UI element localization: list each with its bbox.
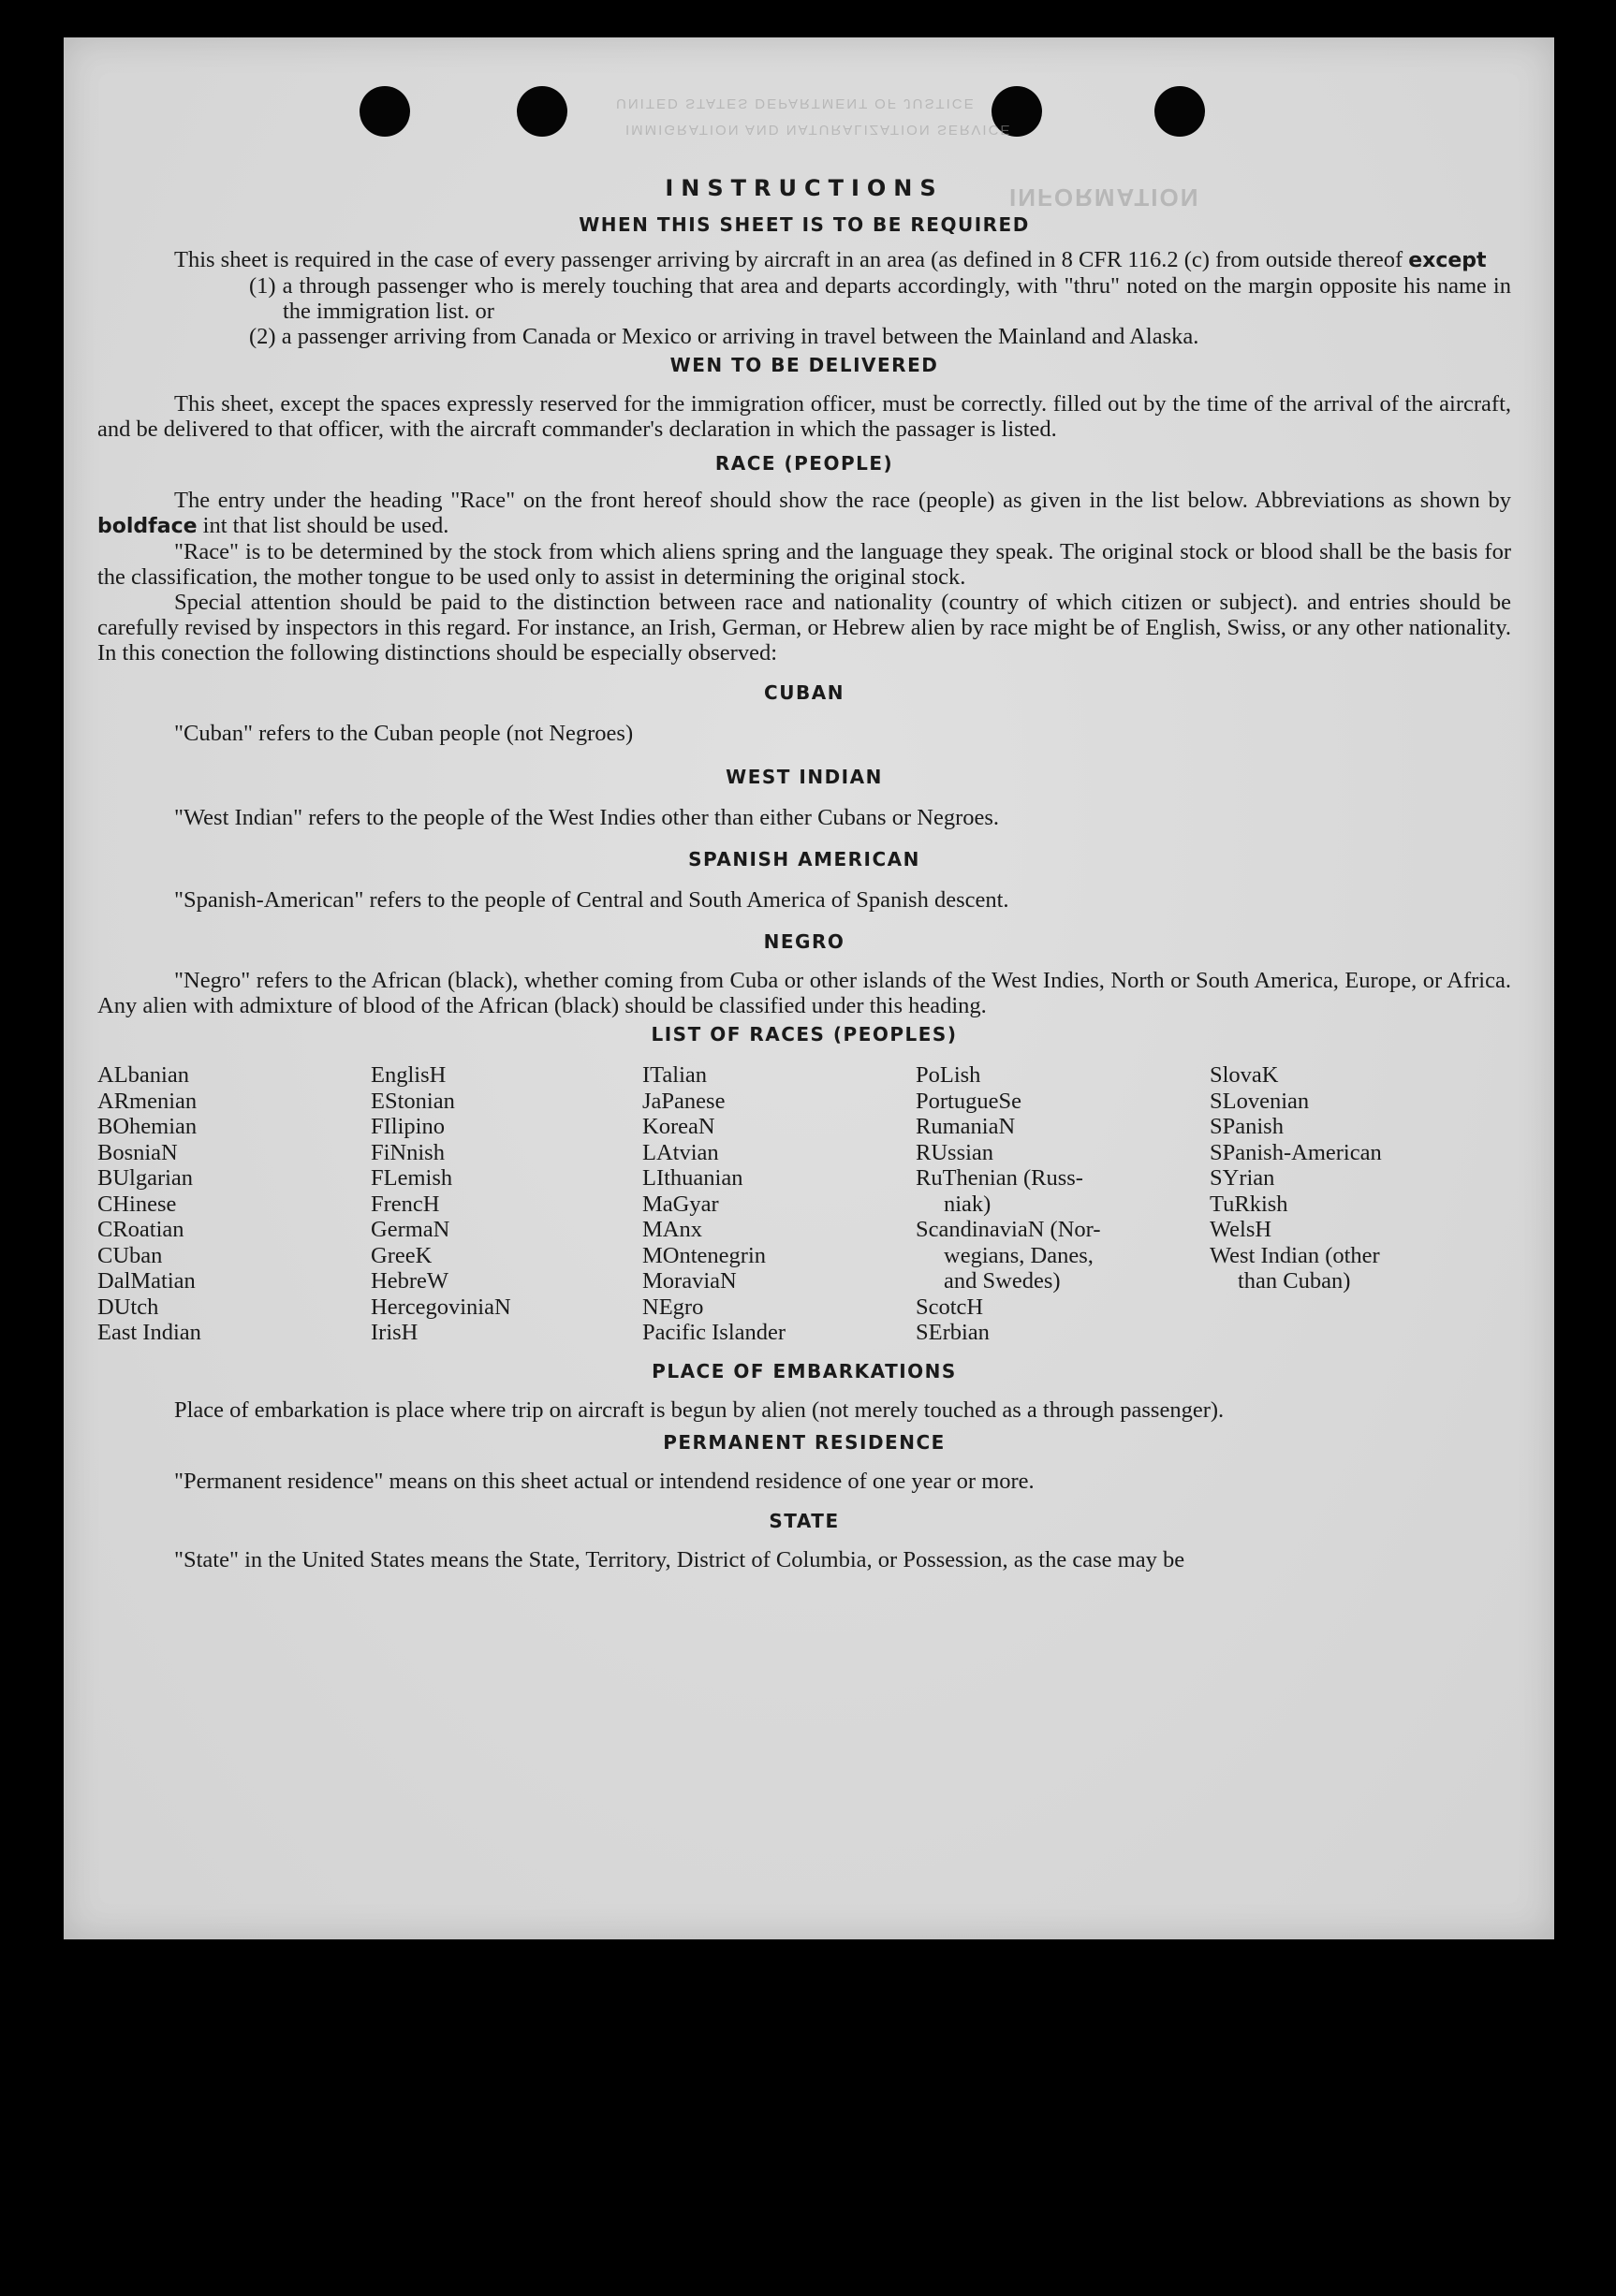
requirement-intro: This sheet is required in the case of every passenger arriving by aircraft in an area (as defined in 8 CFR 116.2 (c) from outside thereof except <box>174 247 1487 272</box>
section-heading: SPANISH AMERICAN <box>688 848 920 870</box>
race-list-item: JaPanese <box>642 1088 726 1114</box>
race-list-item: BOhemian <box>97 1114 198 1139</box>
races-column <box>97 1062 371 1346</box>
section-heading: RACE (PEOPLE) <box>714 452 894 475</box>
race-list-item: DUtch <box>97 1294 159 1320</box>
race-list-item: LIthuanian <box>642 1165 743 1191</box>
race-list-item: RuThenian (Russ- <box>916 1165 1083 1191</box>
races-list <box>97 1062 1511 1346</box>
race-list-item: East Indian <box>97 1320 201 1345</box>
cuban-text: "Cuban" refers to the Cuban people (not Negroes) <box>174 721 634 746</box>
negro-text: "Negro" refers to the African (black), whether coming from Cuba or other islands of the West Indies, North or South America, Europe, or Africa. Any alien with admixture of blood of the African (black) should be classified under this heading. <box>97 968 1511 1018</box>
boldface-keyword: boldface <box>97 515 198 538</box>
race-list-item: wegians, Danes, <box>944 1242 1094 1268</box>
race-list-item: TuRkish <box>1210 1191 1288 1217</box>
race-list-item: CRoatian <box>97 1217 184 1242</box>
race-list-item: FLemish <box>371 1165 453 1191</box>
section-heading: LIST OF RACES (PEOPLES) <box>651 1023 958 1046</box>
race-paragraph: Special attention should be paid to the distinction between race and nationality (country of which citizen or subject). and entries should be carefully revised by inspectors in this regard. For instance, an Irish, German, or Hebrew alien by race might be of English, Swiss, or any other nationality. In this conection the following distinctions should be especially observed: <box>97 590 1511 665</box>
section-heading: WHEN THIS SHEET IS TO BE REQUIRED <box>579 213 1030 236</box>
race-list-item: than Cuban) <box>1238 1268 1351 1294</box>
races-column <box>371 1062 642 1346</box>
race-list-item: SErbian <box>916 1320 990 1345</box>
races-column <box>1210 1062 1491 1346</box>
race-list-item: FIlipino <box>371 1114 445 1139</box>
race-list-item: ScandinaviaN (Nor- <box>916 1217 1101 1242</box>
race-list-item: MOntenegrin <box>642 1242 766 1268</box>
race-list-item: FiNnish <box>371 1139 445 1165</box>
race-list-item: SLovenian <box>1210 1088 1310 1114</box>
requirement-item: (2) a passenger arriving from Canada or Mexico or arriving in travel between the Mainland and Alaska. <box>249 324 1199 349</box>
race-list-item: BUlgarian <box>97 1165 194 1191</box>
race-list-item: EnglisH <box>371 1062 447 1088</box>
race-list-item: ALbanian <box>97 1062 189 1088</box>
race-list-item: and Swedes) <box>944 1268 1061 1294</box>
state-text: "State" in the United States means the State, Territory, District of Columbia, or Possession, as the case may be <box>174 1546 1185 1572</box>
race-list-item: SlovaK <box>1210 1062 1279 1088</box>
section-heading: WEST INDIAN <box>726 766 883 788</box>
bleed-through-text: INFORMATION <box>1009 183 1200 212</box>
punch-hole <box>360 86 410 137</box>
spanish-american-text: "Spanish-American" refers to the people of Central and South America of Spanish descent. <box>174 887 1009 913</box>
race-list-item: WelsH <box>1210 1217 1272 1242</box>
document-page <box>64 37 1554 1939</box>
race-paragraph: The entry under the heading "Race" on the front hereof should show the race (people) as given in the list below. Abbreviations as shown by boldface int that list should be used. <box>97 488 1511 538</box>
race-list-item: CHinese <box>97 1191 177 1217</box>
residence-text: "Permanent residence" means on this sheet actual or intendend residence of one year or more. <box>174 1468 1035 1494</box>
races-column <box>642 1062 916 1346</box>
race-list-item: IrisH <box>371 1320 419 1345</box>
race-list-item: MaGyar <box>642 1191 719 1217</box>
race-list-item: EStonian <box>371 1088 455 1114</box>
section-heading: PLACE OF EMBARKATIONS <box>652 1359 957 1382</box>
embarkation-text: Place of embarkation is place where trip on aircraft is begun by alien (not merely touched as a through passenger). <box>174 1397 1225 1423</box>
race-list-item: KoreaN <box>642 1114 715 1139</box>
race-list-item: GermaN <box>371 1217 450 1242</box>
race-list-item: BosniaN <box>97 1139 178 1165</box>
race-list-item: ScotcH <box>916 1294 984 1320</box>
bleed-through-text: UNITED STATES DEPARTMENT OF JUSTICE <box>616 95 976 111</box>
race-list-item: PoLish <box>916 1062 981 1088</box>
instructions-title: INSTRUCTIONS <box>665 175 944 201</box>
races-column <box>916 1062 1210 1346</box>
race-list-item: MoraviaN <box>642 1268 737 1294</box>
race-list-item: SPanish <box>1210 1114 1284 1139</box>
instructions-body <box>97 176 1511 1572</box>
race-list-item: West Indian (other <box>1210 1242 1380 1268</box>
west-indian-text: "West Indian" refers to the people of the West Indies other than either Cubans or Negroes. <box>174 805 1000 830</box>
race-list-item: Pacific Islander <box>642 1320 786 1345</box>
section-heading: WEN TO BE DELIVERED <box>669 354 939 376</box>
race-list-item: ARmenian <box>97 1088 198 1114</box>
section-heading: NEGRO <box>763 930 845 953</box>
race-list-item: FrencH <box>371 1191 440 1217</box>
race-list-item: HebreW <box>371 1268 448 1294</box>
except-keyword: except <box>1408 249 1487 272</box>
race-list-item: LAtvian <box>642 1139 719 1165</box>
race-list-item: MAnx <box>642 1217 702 1242</box>
race-list-item: PortugueSe <box>916 1088 1021 1114</box>
race-list-item: RUssian <box>916 1139 994 1165</box>
race-list-item: ITalian <box>642 1062 708 1088</box>
race-paragraph: "Race" is to be determined by the stock from which aliens spring and the language they speak. The original stock or blood shall be the basis for the classification, the mother tongue to be used only to assist in determining the original stock. <box>97 539 1511 590</box>
section-heading: STATE <box>769 1509 840 1532</box>
race-list-item: GreeK <box>371 1242 433 1268</box>
race-list-item: CUban <box>97 1242 163 1268</box>
race-list-item: SYrian <box>1210 1165 1275 1191</box>
section-heading: PERMANENT RESIDENCE <box>663 1430 946 1454</box>
race-list-item: NEgro <box>642 1294 704 1320</box>
race-list-item: SPanish-American <box>1210 1139 1382 1165</box>
race-list-item: RumaniaN <box>916 1114 1016 1139</box>
race-list-item: DalMatian <box>97 1268 196 1294</box>
punch-hole <box>517 86 567 137</box>
punch-hole <box>1154 86 1205 137</box>
section-heading: CUBAN <box>764 681 845 704</box>
race-list-item: HercegoviniaN <box>371 1294 511 1320</box>
requirement-item: (1) a through passenger who is merely touching that area and departs accordingly, with "thru" noted on the margin opposite his name in the immigration list. or <box>249 273 1511 324</box>
bleed-through-text: IMMIGRATION AND NATURALIZATION SERVICE <box>625 122 1012 138</box>
race-list-item: niak) <box>944 1191 992 1217</box>
delivered-text: This sheet, except the spaces expressly reserved for the immigration officer, must be correctly. filled out by the time of the arrival of the aircraft, and be delivered to that officer, with the aircraft commander's declaration in which the passager is listed. <box>97 391 1511 442</box>
